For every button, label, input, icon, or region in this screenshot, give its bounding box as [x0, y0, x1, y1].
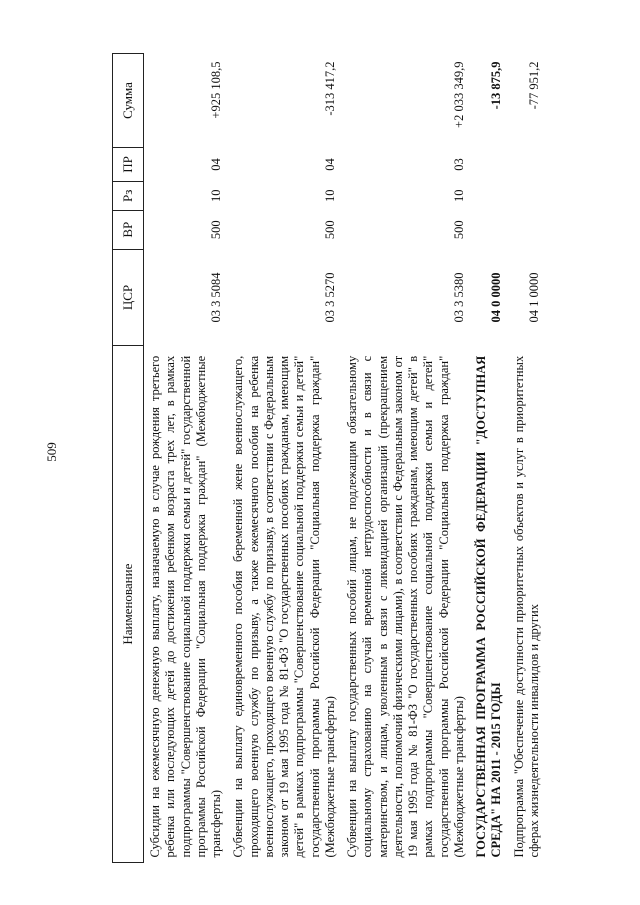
budget-table [112, 53, 545, 863]
row-rz: 10 [451, 189, 466, 203]
table-row [341, 54, 470, 863]
row-name: ГОСУДАРСТВЕННАЯ ПРОГРАММА РОССИЙСКОЙ ФЕДЕРАЦИИ "ДОСТУПНАЯ СРЕДА" НА 2011 - 2015 ГОДЫ [474, 355, 504, 858]
row-csr: 04 1 0000 [526, 272, 541, 323]
row-sum: -313 417,2 [322, 61, 337, 116]
header-csr: ЦСР [113, 249, 144, 346]
row-pr [470, 147, 508, 181]
row-csr: 04 0 0000 [489, 272, 504, 323]
table-row [508, 54, 546, 863]
row-sum: +2 033 349,9 [451, 61, 466, 128]
row-sum: -77 951,2 [526, 61, 541, 110]
row-csr: 03 3 5084 [209, 272, 223, 323]
row-sum: +925 108,5 [209, 61, 223, 119]
table-row [227, 54, 341, 863]
row-sum: -13 875,9 [489, 61, 504, 110]
row-csr: 03 3 5380 [451, 272, 466, 323]
row-vr [508, 210, 546, 249]
row-name: Субвенции на выплату государственных пособий лицам, не подлежащим обязательному социальному страхованию на случай временной нетрудоспособности и в связи с материнством, и лицам, уволенным в связи с ликвидацией организаций (прекращением деятельности, полномочий физическими лицами), в соответствии с Федеральным законом от 19 мая 1995 года № 81-ФЗ "О государственных пособиях гражданам, имеющим детей" в рамках подпрограммы "Совершенствование социальной поддержки семьи и детей" государственной программы Российской Федерации "Социальная поддержка граждан" (Межбюджетные трансферты) [345, 355, 466, 858]
row-vr: 500 [209, 220, 223, 240]
header-sum: Сумма [113, 54, 144, 148]
row-pr: 04 [322, 158, 337, 171]
budget-table-rotated [112, 53, 602, 863]
row-rz: 10 [209, 189, 223, 203]
table-row [144, 54, 228, 863]
header-rz: Рз [113, 181, 144, 210]
row-name: Подпрограмма "Обеспечение доступности приоритетных объектов и услуг в приоритетных сферах жизнедеятельности инвалидов и других [511, 355, 541, 858]
table-header-row [113, 54, 144, 863]
row-vr [470, 210, 508, 249]
row-vr: 500 [322, 220, 337, 240]
row-name: Субвенции на выплату единовременного пособия беременной жене военнослужащего, проходящего военную службу по призыву, а также ежемесячного пособия на ребенка военнослужащего, проходящего военную службу по призыву, в соответствии с Федеральным законом от 19 мая 1995 года № 81-ФЗ "О государственных пособиях гражданам, имеющим детей" в рамках подпрограммы "Совершенствование социальной поддержки семьи и детей" государственной программы Российской Федерации "Социальная поддержка граждан" (Межбюджетные трансферты) [231, 355, 337, 858]
row-rz: 10 [322, 189, 337, 203]
page-number: 509 [44, 442, 59, 462]
row-pr: 04 [209, 158, 223, 171]
row-pr [508, 147, 546, 181]
row-vr: 500 [451, 220, 466, 240]
row-csr: 03 3 5270 [322, 272, 337, 323]
header-pr: ПР [113, 147, 144, 181]
row-rz [470, 181, 508, 210]
row-pr: 03 [451, 158, 466, 171]
row-name: Субсидии на ежемесячную денежную выплату, назначаемую в случае рождения третьего ребенка или последующих детей до достижения ребенком возраста трех лет, в рамках подпрограммы "Совершенствование социальной поддержки семьи и детей" государственной программы Российской Федерации "Социальная поддержка граждан" (Межбюджетные трансферты) [148, 355, 223, 858]
header-vr: ВР [113, 210, 144, 249]
table-row [470, 54, 508, 863]
header-name: Наименование [113, 346, 144, 863]
row-rz [508, 181, 546, 210]
